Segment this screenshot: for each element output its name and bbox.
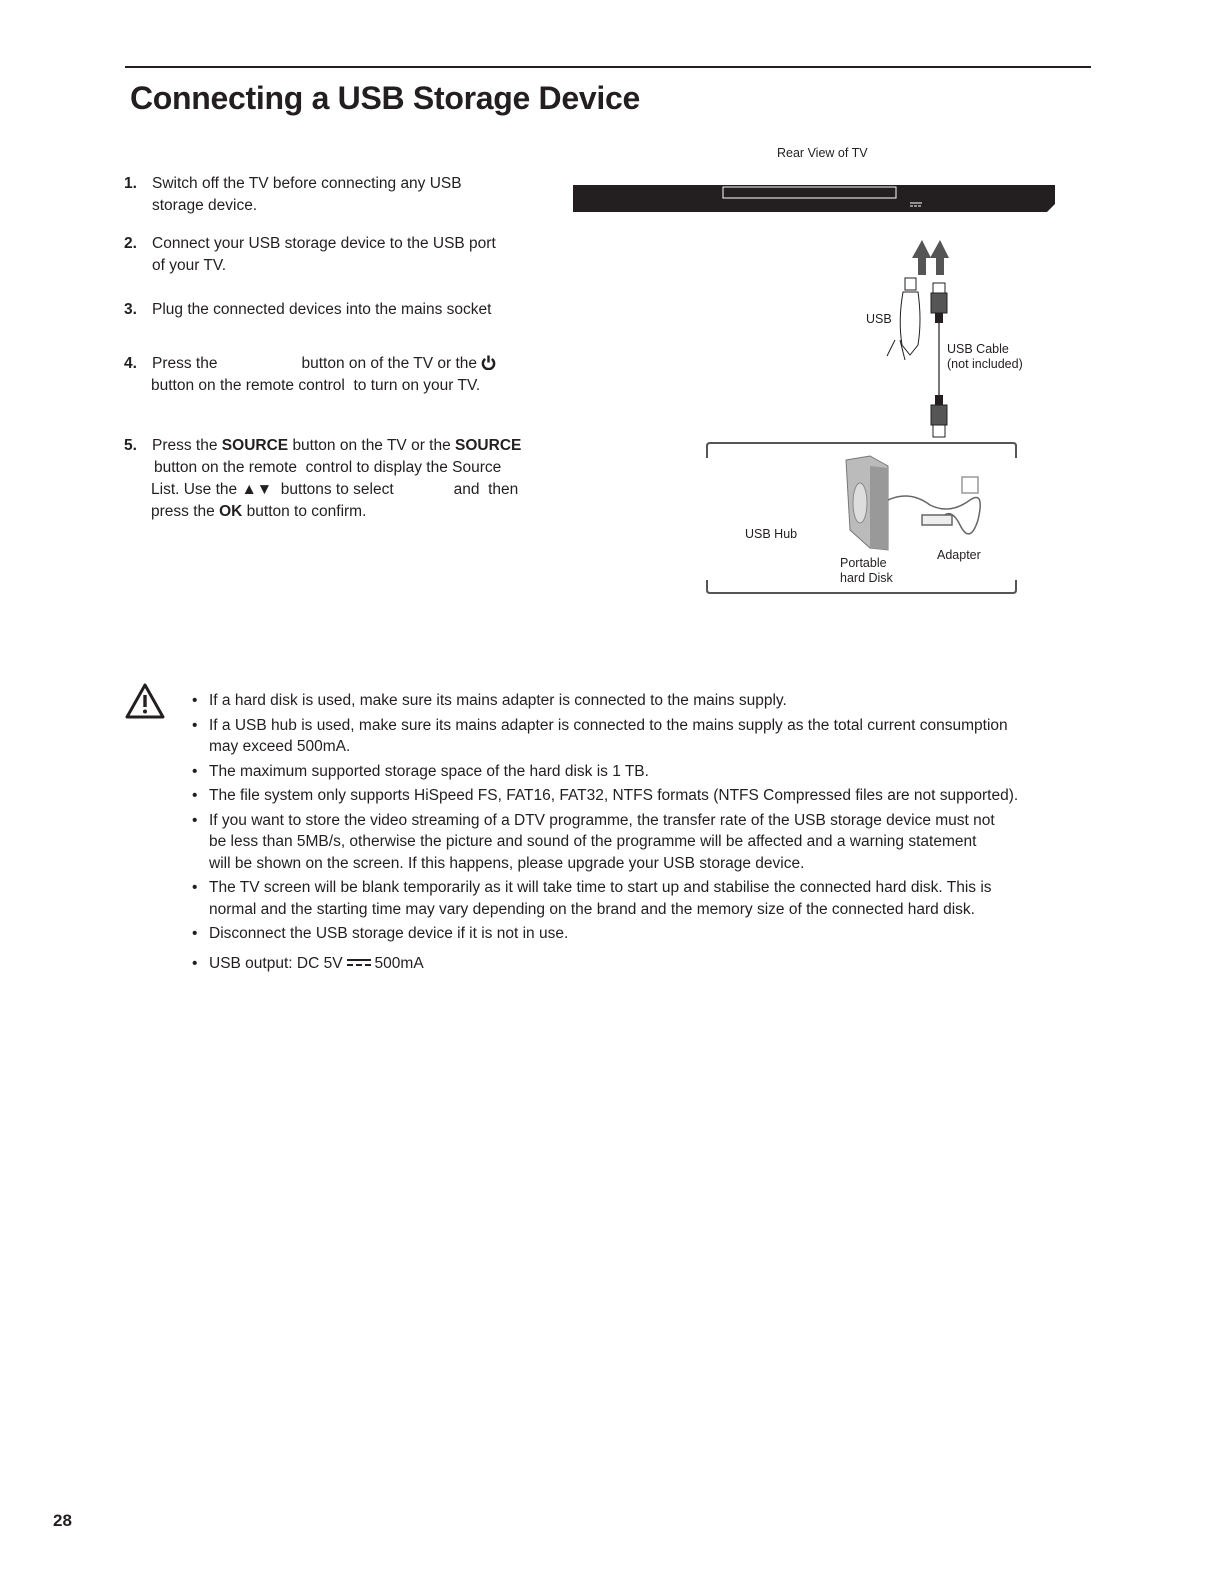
- note-item: • The file system only supports HiSpeed FS, FAT16, FAT32, NTFS formats (NTFS Compressed files are not supported).: [192, 787, 1019, 804]
- usb-hub-label: USB Hub: [745, 527, 798, 541]
- up-arrows-icon: [912, 240, 949, 275]
- usb-cable-label: USB Cable: [947, 342, 1009, 356]
- not-included-label: (not included): [947, 357, 1023, 371]
- warning-icon: [124, 682, 166, 725]
- usb-output-note: • USB output: DC 5V 500mA: [192, 954, 424, 972]
- up-down-arrows-icon: ▲▼: [241, 481, 273, 498]
- usb-stick-icon: [887, 278, 920, 360]
- usb-cable-icon: [931, 283, 947, 437]
- note-item: • Disconnect the USB storage device if it is not in use.: [192, 925, 569, 942]
- adapter-icon: [888, 477, 980, 534]
- dc-symbol-icon: [347, 958, 371, 968]
- rear-view-label: Rear View of TV: [777, 146, 868, 160]
- note-item: • If a hard disk is used, make sure its mains adapter is connected to the mains supply.: [192, 692, 787, 709]
- notes-list: [190, 690, 1018, 977]
- hard-disk-label: hard Disk: [840, 571, 893, 585]
- note-item: • If a USB hub is used, make sure its mains adapter is connected to the mains supply as the total current consumption may exceed 500mA.: [192, 716, 1008, 755]
- tv-rear-panel: [573, 185, 1055, 212]
- adapter-label: Adapter: [937, 548, 981, 562]
- note-item: • If you want to store the video streaming of a DTV programme, the transfer rate of the USB storage device must not be less than 5MB/s, otherwise the picture and sound of the programme will be affected and a warning statement will be shown on the screen. If this happens, please upgrade your USB storage device.: [192, 811, 995, 872]
- note-item: • The maximum supported storage space of the hard disk is 1 TB.: [192, 762, 649, 780]
- page-title: Connecting a USB Storage Device: [130, 80, 640, 116]
- portable-hard-disk-icon: [846, 456, 888, 550]
- usb-label: USB: [866, 312, 892, 326]
- note-item: • The TV screen will be blank temporarily as it will take time to start up and stabilise the connected hard disk. This is normal and the starting time may vary depending on the brand and the memory size of the connected hard disk.: [192, 879, 992, 918]
- connection-diagram: [0, 0, 1224, 620]
- portable-label: Portable: [840, 556, 887, 570]
- page-number: 28: [53, 1511, 72, 1530]
